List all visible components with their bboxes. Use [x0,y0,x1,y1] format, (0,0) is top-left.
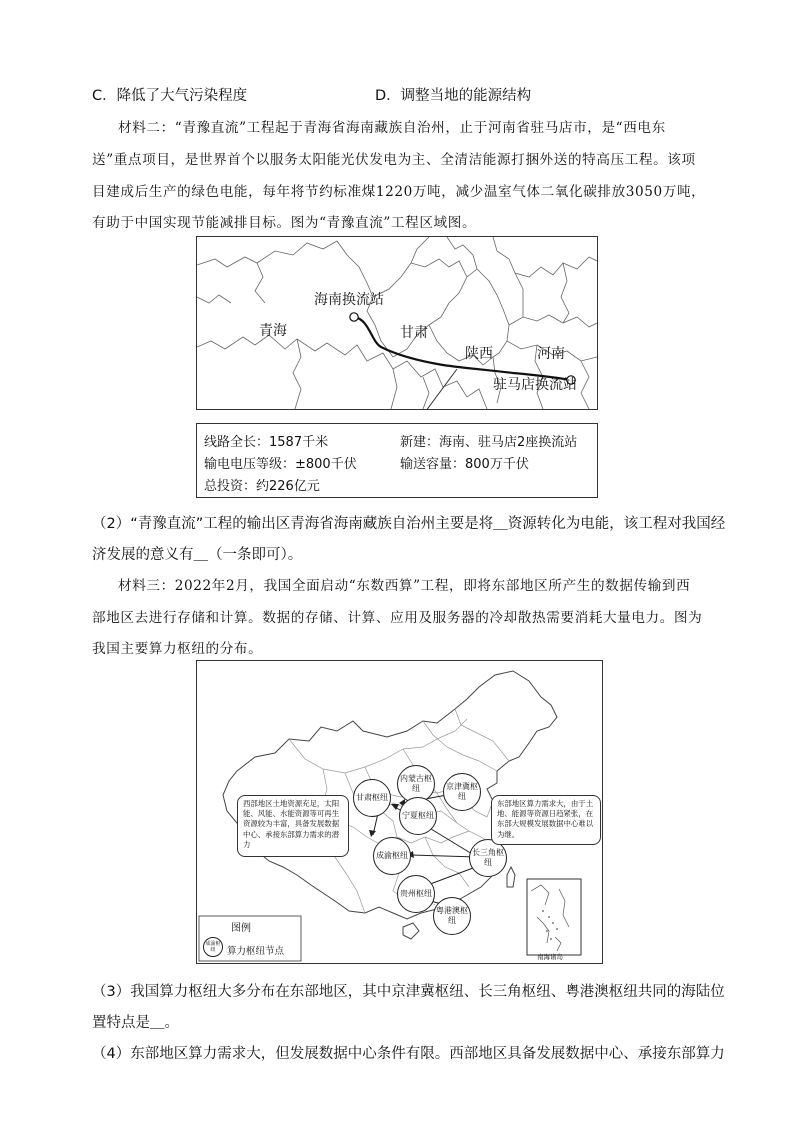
label-zhumadian-station: 驻马店换流站 [493,377,577,393]
material3-line-3: 我国主要算力枢纽的分布。 [92,641,263,657]
legend-hub-symbol: 成渝枢纽 [203,937,223,957]
question-2-line-2: 济发展的意义有＿（一条即可）。 [92,547,303,563]
info-voltage: 输电电压等级：±800千伏 [204,457,357,472]
question-2-line-1: （2）“青豫直流”工程的输出区青海省海南藏族自治州主要是将＿资源转化为电能，该工程对我国经 [92,516,726,532]
material2-line-2: 送”重点项目，是世界首个以服务太阳能光伏发电为主、全清洁能源打捆外送的特高压工程。该项 [92,152,696,168]
west-region-note: 西部地区土地资源充足，太阳能、风能、水能资源等可再生资源较为丰富，具备发展数据中心、承接东部算力需求的潜力 [237,795,349,857]
option-c: C．降低了大气污染程度 [92,88,248,104]
hub-node-jingjinji: 京津冀枢纽 [443,773,481,811]
label-hainan-station: 海南换流站 [314,292,384,308]
question-3-line-2: 置特点是＿。 [92,1015,179,1031]
option-d: D．调整当地的能源结构 [375,88,532,104]
hub-node-ningxia: 宁夏枢纽 [399,797,437,835]
computing-hub-map [196,660,603,964]
hub-node-changsanjiao: 长三角枢纽 [469,839,507,877]
label-gansu: 甘肃 [400,325,428,341]
hub-node-gansu: 甘肃枢纽 [353,779,391,817]
info-investment: 总投资：约226亿元 [204,479,320,494]
hub-node-guizhou: 贵州枢纽 [397,875,435,913]
hub-node-chengyu: 成渝枢纽 [373,837,411,875]
material3-line-2: 部地区去进行存储和计算。数据的存储、计算、应用及服务器的冷却散热需要消耗大量电力。图为 [92,610,703,626]
east-region-note: 东部地区算力需求大，由于土地、能源等资源日趋紧张，在东部大规模发展数据中心难以为继。 [491,795,601,845]
info-capacity: 输送容量：800万千伏 [400,457,529,472]
info-new-build: 新建：海南、驻马店2座换流站 [400,435,578,450]
label-henan: 河南 [537,346,565,362]
material3-line-1: 材料三：2022年2月，我国全面启动“东数西算”工程，即将东部地区所产生的数据传输到西 [118,578,691,594]
south-china-sea-inset-label: 南海诸岛 [537,953,563,961]
question-4-line-1: （4）东部地区算力需求大，但发展数据中心条件有限。西部地区具备发展数据中心、承接东部算力 [92,1046,725,1062]
question-3-line-1: （3）我国算力枢纽大多分布在东部地区，其中京津冀枢纽、长三角枢纽、粤港澳枢纽共同的海陆位 [92,984,725,1000]
project-info-box [196,423,598,498]
hub-node-yuegangao: 粤港澳枢纽 [433,897,471,935]
legend-hub-text: 算力枢纽节点 [227,946,285,957]
label-qinghai: 青海 [259,323,287,339]
material2-line-3: 目建成后生产的绿色电能，每年将节约标准煤1220万吨，减少温室气体二氧化碳排放3050万吨， [92,184,706,200]
hub-node-neimenggu: 内蒙古枢纽 [397,765,435,803]
label-shaanxi: 陕西 [465,346,493,362]
legend-title: 图例 [231,923,251,934]
project-map [196,236,598,410]
material2-line-4: 有助于中国实现节能减排目标。图为“青豫直流”工程区域图。 [92,215,477,231]
info-length: 线路全长：1587千米 [204,435,329,450]
material2-line-1: 材料二：“青豫直流”工程起于青海省海南藏族自治州，止于河南省驻马店市，是“西电东 [118,120,666,136]
